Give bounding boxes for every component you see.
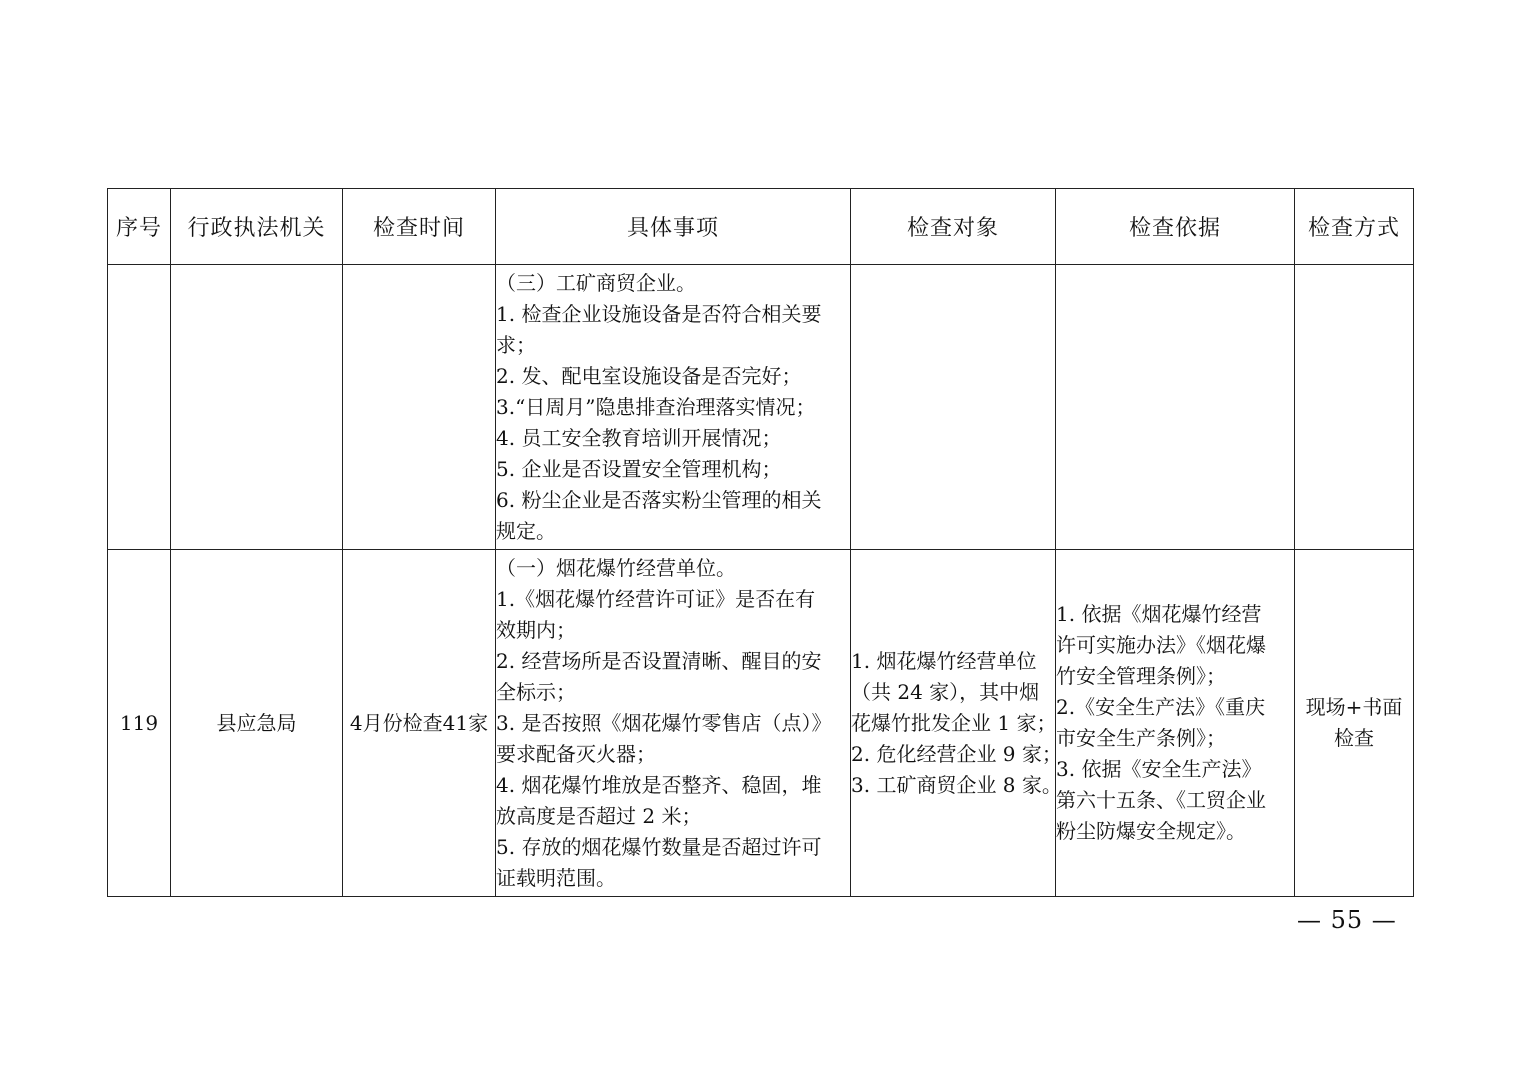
header-basis: 检查依据 bbox=[1056, 189, 1295, 265]
basis-line: 第六十五条、《工贸企业 bbox=[1056, 788, 1266, 812]
cell-seq bbox=[108, 265, 171, 550]
item-line: 3.“日周月”隐患排查治理落实情况； bbox=[496, 394, 816, 419]
object-line: 花爆竹批发企业 1 家； bbox=[851, 710, 1057, 735]
cell-items bbox=[496, 265, 851, 550]
item-line: 要求配备灭火器； bbox=[496, 741, 656, 766]
header-agency: 行政执法机关 bbox=[171, 189, 343, 265]
cell-objects bbox=[851, 550, 1062, 897]
item-line: 放高度是否超过 2 米； bbox=[496, 803, 702, 828]
cell-basis bbox=[1056, 265, 1295, 550]
item-line: 1. 检查企业设施设备是否符合相关要 bbox=[496, 301, 822, 326]
object-line: 3. 工矿商贸企业 8 家。 bbox=[851, 772, 1062, 797]
cell-objects bbox=[851, 265, 1056, 550]
cell-agency: 县应急局 bbox=[171, 550, 343, 897]
cell-method bbox=[1295, 550, 1414, 897]
method-line: 检查 bbox=[1334, 726, 1374, 750]
item-line: 效期内； bbox=[496, 617, 576, 642]
method-line: 现场+书面 bbox=[1305, 695, 1403, 719]
object-line: （共 24 家），其中烟 bbox=[851, 679, 1040, 704]
cell-time: 4月份检查41家 bbox=[343, 550, 496, 897]
header-items: 具体事项 bbox=[496, 189, 851, 265]
table-row bbox=[108, 550, 1414, 897]
item-line: （三）工矿商贸企业。 bbox=[496, 270, 696, 295]
item-line: 4. 员工安全教育培训开展情况； bbox=[496, 425, 782, 450]
cell-basis bbox=[1056, 550, 1295, 897]
header-time: 检查时间 bbox=[343, 189, 496, 265]
item-line: 3. 是否按照《烟花爆竹零售店（点）》 bbox=[496, 710, 832, 735]
header-objects: 检查对象 bbox=[851, 189, 1056, 265]
cell-items bbox=[496, 550, 851, 897]
table-row bbox=[108, 265, 1414, 550]
page-number: — 55 — bbox=[1297, 906, 1397, 934]
cell-time bbox=[343, 265, 496, 550]
basis-line: 市安全生产条例》； bbox=[1056, 726, 1226, 750]
basis-line: 粉尘防爆安全规定》。 bbox=[1056, 819, 1246, 843]
item-line: 5. 企业是否设置安全管理机构； bbox=[496, 456, 782, 481]
object-line: 2. 危化经营企业 9 家； bbox=[851, 741, 1062, 766]
basis-line: 1. 依据《烟花爆竹经营 bbox=[1056, 602, 1262, 626]
header-method: 检查方式 bbox=[1295, 189, 1414, 265]
item-line: 2. 经营场所是否设置清晰、醒目的安 bbox=[496, 648, 822, 673]
inspection-table bbox=[107, 188, 1414, 897]
basis-line: 许可实施办法》《烟花爆 bbox=[1056, 633, 1266, 657]
cell-agency bbox=[171, 265, 343, 550]
item-line: 4. 烟花爆竹堆放是否整齐、稳固，堆 bbox=[496, 772, 822, 797]
item-line: 规定。 bbox=[496, 518, 556, 543]
table-header-row bbox=[108, 189, 1414, 265]
header-seq: 序号 bbox=[108, 189, 171, 265]
item-line: 5. 存放的烟花爆竹数量是否超过许可 bbox=[496, 834, 822, 859]
item-line: 6. 粉尘企业是否落实粉尘管理的相关 bbox=[496, 487, 822, 512]
item-line: 证载明范围。 bbox=[496, 865, 616, 890]
item-line: 求； bbox=[496, 332, 536, 357]
item-line: 2. 发、配电室设施设备是否完好； bbox=[496, 363, 802, 388]
object-line: 1. 烟花爆竹经营单位 bbox=[851, 648, 1037, 673]
item-line: （一）烟花爆竹经营单位。 bbox=[496, 555, 736, 580]
item-line: 1.《烟花爆竹经营许可证》是否在有 bbox=[496, 586, 816, 611]
basis-line: 2.《安全生产法》《重庆 bbox=[1056, 695, 1266, 719]
basis-line: 竹安全管理条例》； bbox=[1056, 664, 1226, 688]
item-line: 全标示； bbox=[496, 679, 576, 704]
basis-line: 3. 依据《安全生产法》 bbox=[1056, 757, 1262, 781]
cell-seq: 119 bbox=[108, 550, 171, 897]
cell-method bbox=[1295, 265, 1414, 550]
